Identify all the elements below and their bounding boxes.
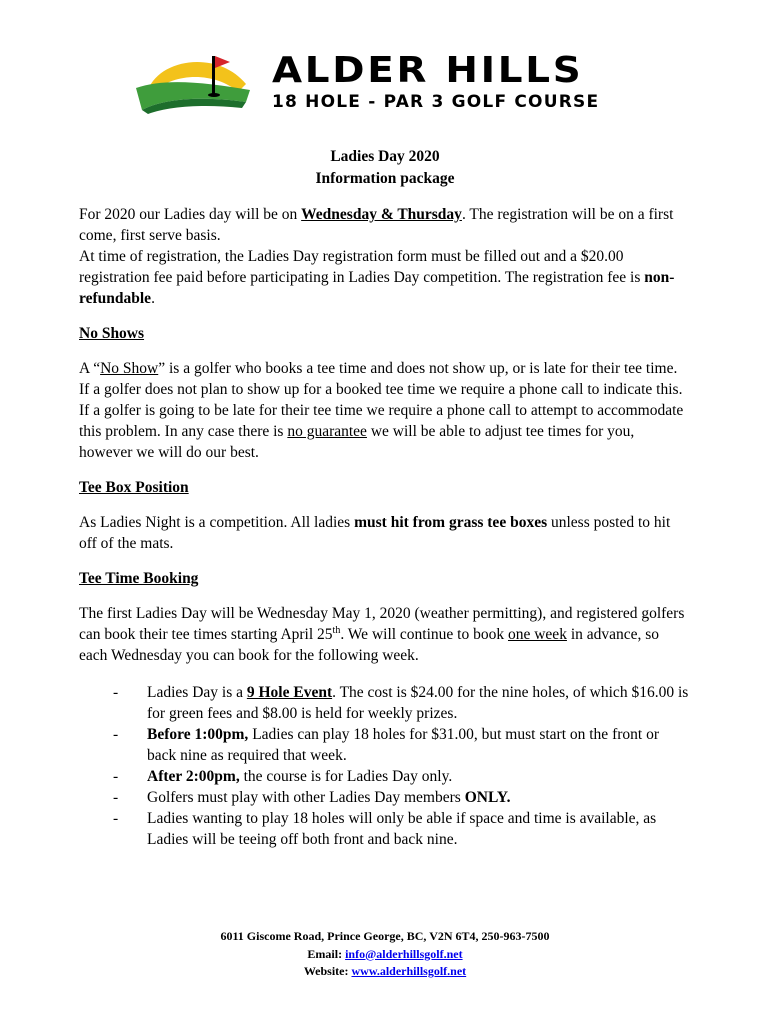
document-body xyxy=(79,204,691,850)
brand-subtitle: 18 HOLE - PAR 3 GOLF COURSE xyxy=(272,92,600,112)
list-item-text: the course is for Ladies Day only. xyxy=(239,768,453,785)
nine-hole-event-text: 9 Hole Event xyxy=(246,684,333,701)
no-shows-text-3: we will be able to adjust tee times for you, however we will do our best. xyxy=(79,423,635,461)
list-item xyxy=(147,808,691,850)
title-line-2: Information package xyxy=(315,170,455,187)
before-time-text: Before 1:00pm, xyxy=(147,726,249,743)
ordinal-suffix: th xyxy=(332,624,341,636)
title-line-1: Ladies Day 2020 xyxy=(330,148,440,165)
list-item xyxy=(147,724,691,766)
hole-cup xyxy=(208,93,220,97)
flag-pole xyxy=(212,56,215,94)
tee-box-heading: Tee Box Position xyxy=(79,479,189,496)
brand-name: ALDER HILLS xyxy=(272,50,584,91)
after-time-text: After 2:00pm, xyxy=(147,768,240,785)
no-guarantee-text: no guarantee xyxy=(287,423,367,440)
document-title xyxy=(0,146,770,190)
intro-text-1: For 2020 our Ladies day will be on xyxy=(79,206,302,223)
list-item-text: Golfers must play with other Ladies Day members xyxy=(147,789,465,806)
no-shows-heading: No Shows xyxy=(79,325,145,342)
booking-paragraph xyxy=(79,603,691,666)
intro-paragraph xyxy=(79,204,691,246)
no-shows-text-2: ” is a golfer who books a tee time and does not show up, or is late for their tee time. If a golfer does not plan to show up for a booked tee time we require a phone call to indicate this. If a golfer is going to be late for their tee time we require a phone call to attempt to accommodate this problem. In any case there is xyxy=(79,360,684,440)
only-text: ONLY. xyxy=(464,789,511,806)
intro-text-2: . The registration will be on a first come, first serve basis. xyxy=(79,206,674,244)
flag-icon xyxy=(215,56,230,68)
booking-text-3: in advance, so each Wednesday you can book for the following week. xyxy=(79,626,660,664)
tee-box-bold: must hit from grass tee boxes xyxy=(354,514,548,531)
registration-paragraph xyxy=(79,246,691,309)
website-link[interactable]: www.alderhillsgolf.net xyxy=(351,964,467,978)
footer-address: 6011 Giscome Road, Prince George, BC, V2N 6T4, 250-963-7500 xyxy=(220,929,550,943)
tee-box-text-1: As Ladies Night is a competition. All ladies xyxy=(79,514,355,531)
non-refundable-text: non-refundable xyxy=(79,269,675,307)
booking-text-2: . We will continue to book xyxy=(340,626,508,643)
footer-email-line xyxy=(0,946,770,964)
no-shows-paragraph xyxy=(79,358,691,463)
no-shows-text-1: A “ xyxy=(79,360,101,377)
footer-website-line xyxy=(0,963,770,981)
website-label: Website: xyxy=(303,964,352,978)
list-item-text: . The cost is $24.00 for the nine holes, of which $16.00 is for green fees and $8.00 is held for weekly prizes. xyxy=(147,684,689,722)
list-item-text: Ladies Day is a xyxy=(147,684,247,701)
list-item xyxy=(147,787,691,808)
tee-box-text-2: unless posted to hit off of the mats. xyxy=(79,514,671,552)
list-item xyxy=(147,766,691,787)
one-week-text: one week xyxy=(507,626,567,643)
intro-days: Wednesday & Thursday xyxy=(301,206,462,223)
details-list xyxy=(79,682,691,850)
email-link[interactable]: info@alderhillsgolf.net xyxy=(345,946,463,961)
registration-period: . xyxy=(151,290,155,307)
email-label: Email: xyxy=(307,946,346,961)
list-item xyxy=(147,682,691,724)
footer xyxy=(0,928,770,981)
tee-time-booking-heading: Tee Time Booking xyxy=(79,570,199,587)
registration-text: At time of registration, the Ladies Day registration form must be filled out and a $20.00 registration fee paid before participating in Ladies Day competition. The registration fee is xyxy=(79,248,645,286)
no-show-term: No Show xyxy=(100,360,159,377)
list-item-text: Ladies can play 18 holes for $31.00, but must start on the front or back nine as required that week. xyxy=(147,726,659,764)
booking-text-1: The first Ladies Day will be Wednesday May 1, 2020 (weather permitting), and registered golfers can book their tee times starting April 25 xyxy=(79,605,685,643)
list-item-text: Ladies wanting to play 18 holes will only be able if space and time is available, as Ladies will be teeing off both front and back nine. xyxy=(147,810,657,848)
golf-course-logo xyxy=(134,48,254,114)
tee-box-paragraph xyxy=(79,512,691,554)
